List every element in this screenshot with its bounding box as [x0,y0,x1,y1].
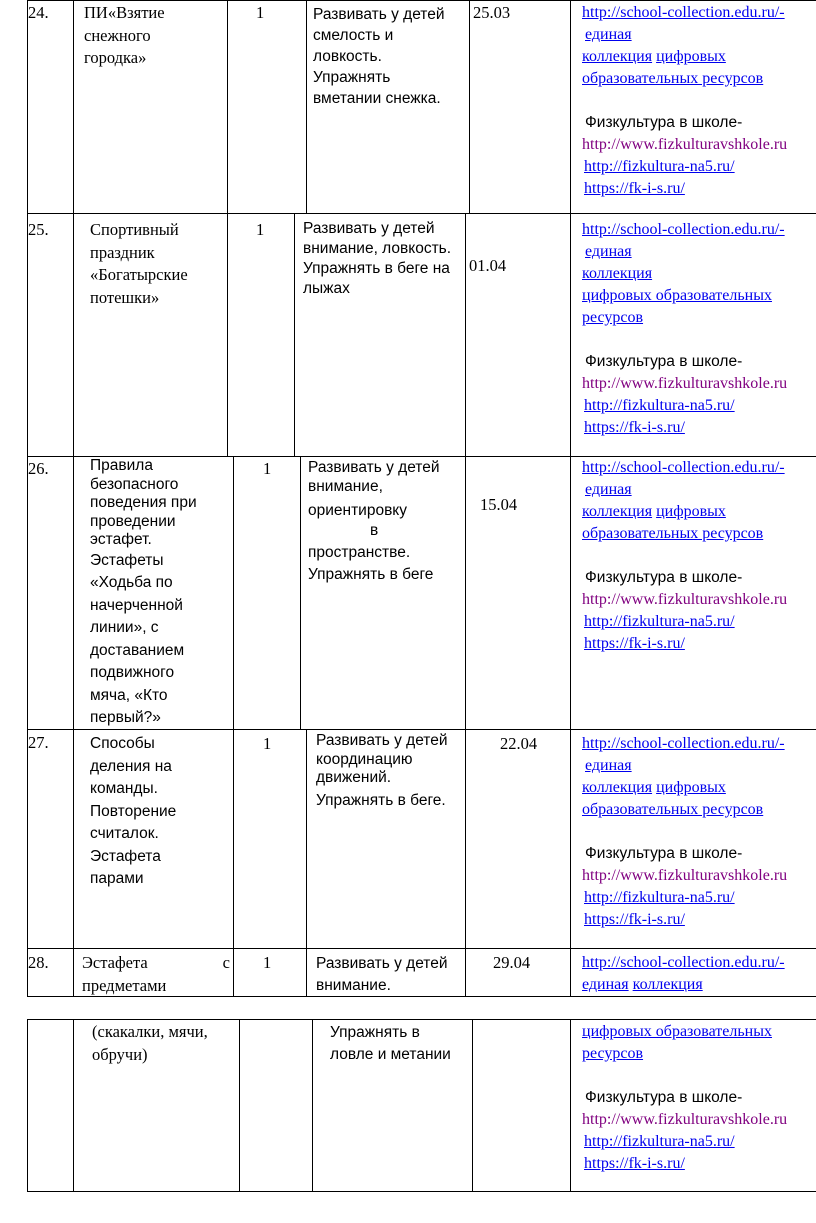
lesson-goal: Развивать у детей внимание, ловкость. Упражнять в беге на лыжах [303,220,452,297]
col-divider [233,948,234,996]
resources [582,1021,787,1175]
col-divider [306,729,307,948]
col-divider [27,0,28,213]
col-divider [73,729,74,948]
lesson-hours: 1 [263,953,272,972]
lesson-topic: ПИ«Взятие снежного городка» [84,3,165,67]
lesson-number: 28. [28,953,49,972]
resource-link[interactable]: http://fizkultura-na5.ru/ [584,397,735,414]
resources [582,952,785,996]
resource-link[interactable]: коллекция [582,503,653,520]
resource-link[interactable]: единая [582,976,629,993]
col-divider [570,1019,571,1192]
resource-link[interactable]: цифровых [656,48,726,65]
col-divider [73,456,74,729]
resource-link[interactable]: http://school-collection.edu.ru/- [582,221,785,238]
col-divider [570,729,571,948]
row-divider [27,213,816,214]
resource-link[interactable]: образовательных ресурсов [582,70,764,87]
resource-link[interactable]: цифровых [656,779,726,796]
lesson-date: 15.04 [480,495,518,514]
lesson-hours: 1 [256,3,265,22]
lesson-goal: Упражнять в ловле и метании [330,1024,451,1063]
lesson-date: 01.04 [469,256,507,275]
col-divider [27,729,28,948]
resource-link[interactable]: http://fizkultura-na5.ru/ [584,1133,735,1150]
col-divider [233,456,234,729]
resource-link[interactable]: единая [585,757,632,774]
resource-link[interactable]: http://fizkultura-na5.ru/ [584,613,735,630]
lesson-topic: Правила безопасного поведения при проведении эстафет. Эстафеты «Ходьба по начерченной линии», с доставанием подвижного мяча, «Кто первый?» [90,457,197,726]
lesson-topic: Способы деления на команды. Повторение считалок. Эстафета парами [90,735,177,887]
col-divider [465,729,466,948]
resource-label: Физкультура в школе- [585,353,743,370]
col-divider [73,1019,74,1192]
resource-link[interactable]: https://fk-i-s.ru/ [584,419,685,436]
resource-label: Физкультура в школе- [585,569,743,586]
resource-link[interactable]: https://fk-i-s.ru/ [584,911,685,928]
table-border [27,0,816,1]
col-divider [472,1019,473,1192]
resource-link[interactable]: цифровых образовательных [582,287,772,304]
lesson-hours: 1 [263,459,272,478]
col-divider [27,1019,28,1192]
resource-link[interactable]: образовательных ресурсов [582,801,764,818]
col-divider [73,948,74,996]
resource-link[interactable]: http://www.fizkulturavshkole.ru [582,375,788,392]
resource-link[interactable]: коллекция [582,779,653,796]
col-divider [73,0,74,213]
lesson-date: 25.03 [473,3,511,22]
resource-link[interactable]: http://school-collection.edu.ru/- [582,459,785,476]
lesson-topic: Спортивный праздник «Богатырские потешки» [90,220,188,307]
col-divider [312,1019,313,1192]
col-divider [306,948,307,996]
col-divider [469,0,470,213]
col-divider [233,729,234,948]
col-divider [227,213,228,456]
col-divider [570,948,571,996]
resource-link[interactable]: коллекция [582,265,653,282]
col-divider [294,213,295,456]
lesson-topic: Эстафета с предметами [82,953,230,995]
lesson-goal: Развивать у детей внимание. [316,955,448,994]
resource-link[interactable]: http://school-collection.edu.ru/- [582,735,785,752]
resource-link[interactable]: цифровых [656,503,726,520]
resource-link[interactable]: http://www.fizkulturavshkole.ru [582,591,788,608]
lesson-topic: (скакалки, мячи, обручи) [92,1022,208,1064]
col-divider [73,213,74,456]
lesson-goal: Развивать у детей смелость и ловкость. Упражнять вметании снежка. [313,6,445,107]
col-divider [570,456,571,729]
resources [582,219,787,439]
resource-link[interactable]: единая [585,243,632,260]
lesson-number: 24. [28,3,49,22]
resource-link[interactable]: http://school-collection.edu.ru/- [582,954,785,971]
lesson-number: 27. [28,733,49,752]
col-divider [27,456,28,729]
resource-link[interactable]: http://www.fizkulturavshkole.ru [582,1111,788,1128]
resource-label: Физкультура в школе- [585,1089,743,1106]
lesson-number: 26. [28,459,49,478]
col-divider [465,948,466,996]
lesson-hours: 1 [256,220,265,239]
resource-link[interactable]: единая [585,481,632,498]
resource-link[interactable]: https://fk-i-s.ru/ [584,180,685,197]
col-divider [227,0,228,213]
resource-link[interactable]: https://fk-i-s.ru/ [584,635,685,652]
row-divider [27,948,816,949]
resource-link[interactable]: коллекция [582,48,653,65]
resource-link[interactable]: цифровых образовательных [582,1023,772,1040]
resource-link[interactable]: единая [585,26,632,43]
resource-link[interactable]: http://www.fizkulturavshkole.ru [582,867,788,884]
resource-link[interactable]: коллекция [632,976,703,993]
resource-label: Физкультура в школе- [585,845,743,862]
col-divider [239,1019,240,1192]
lesson-goal: Развивать у детей координацию движений. Упражнять в беге. [316,732,448,809]
resource-link[interactable]: ресурсов [582,309,644,326]
lesson-goal: Развивать у детей внимание, ориентировку в пространстве. Упражнять в беге [308,459,440,583]
resource-link[interactable]: http://fizkultura-na5.ru/ [584,889,735,906]
resource-link[interactable]: образовательных ресурсов [582,525,764,542]
col-divider [300,456,301,729]
resources [582,733,787,931]
col-divider [465,456,466,729]
table-border [27,1191,816,1192]
col-divider [27,213,28,456]
table-border [27,1019,816,1020]
resource-link[interactable]: ресурсов [582,1045,644,1062]
lesson-hours: 1 [263,734,272,753]
resource-label: Физкультура в школе- [585,114,743,131]
lesson-date: 22.04 [500,734,538,753]
col-divider [570,213,571,456]
resource-link[interactable]: http://fizkultura-na5.ru/ [584,158,735,175]
resource-link[interactable]: http://school-collection.edu.ru/- [582,4,785,21]
resources [582,457,787,655]
resource-link[interactable]: https://fk-i-s.ru/ [584,1155,685,1172]
lesson-date: 29.04 [493,953,531,972]
col-divider [570,0,571,213]
resources [582,2,787,200]
resource-link[interactable]: http://www.fizkulturavshkole.ru [582,136,788,153]
col-divider [306,0,307,213]
lesson-number: 25. [28,220,49,239]
